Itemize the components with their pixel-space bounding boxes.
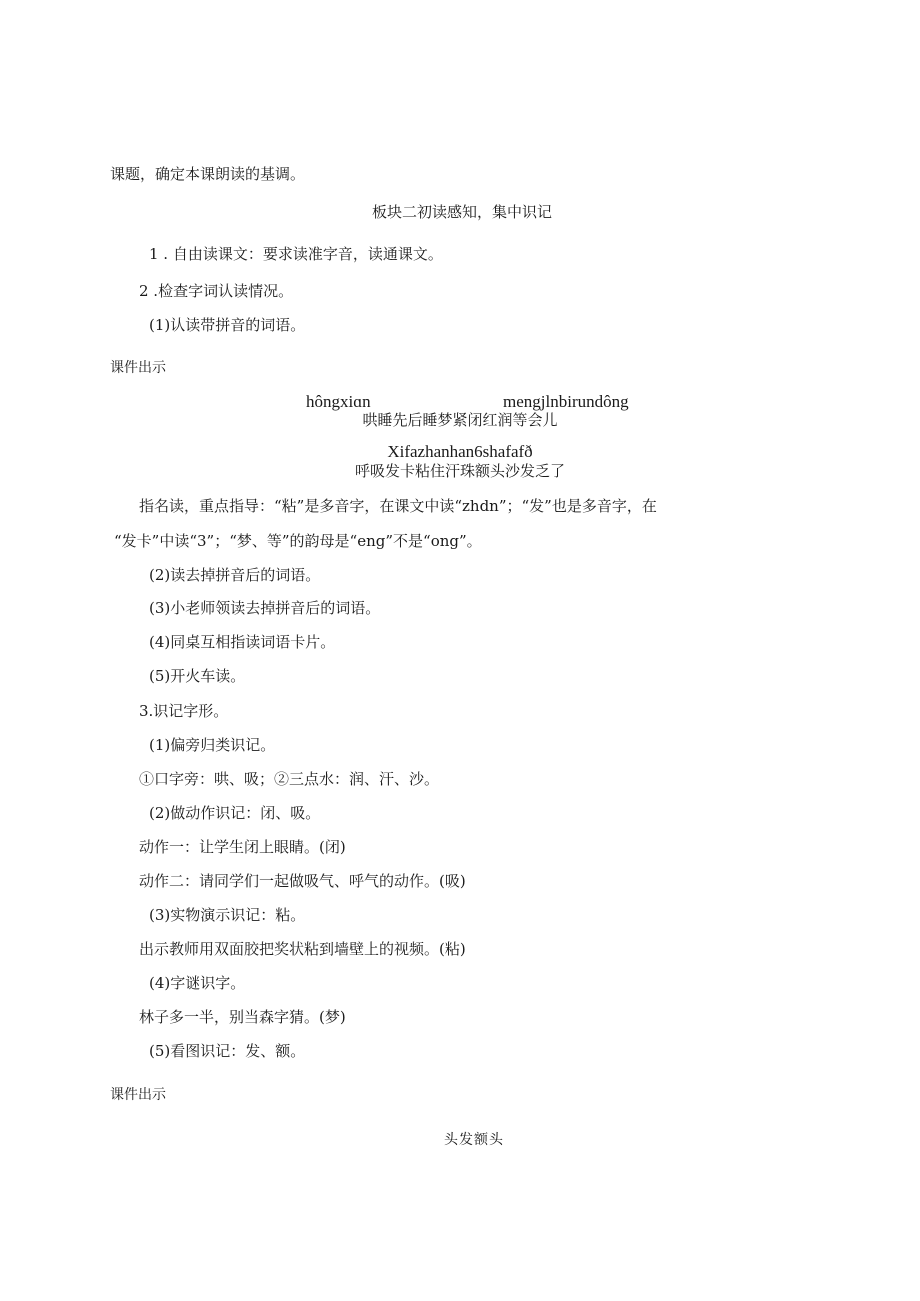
list-item: (3)小老师领读去掉拼音后的词语。 xyxy=(149,599,381,617)
section-heading: 板块二初读感知，集中识记 xyxy=(372,203,553,221)
list-item: (5)看图识记：发、额。 xyxy=(149,1042,306,1060)
courseware-label: 课件出示 xyxy=(110,360,166,376)
pinyin-line: Xifazhanhan6shafafð xyxy=(387,442,533,461)
list-item: 1 . 自由读课文：要求读准字音，读通课文。 xyxy=(149,245,443,263)
list-item: (5)开火车读。 xyxy=(149,667,246,685)
list-item: 3.识记字形。 xyxy=(139,702,229,720)
list-item: (1)偏旁归类识记。 xyxy=(149,736,276,754)
word-line: 头发额头 xyxy=(444,1132,504,1148)
word-line: 呼吸发卡粘住汗珠额头沙发乏了 xyxy=(354,462,565,480)
list-item: (1)认读带拼音的词语。 xyxy=(149,316,306,334)
list-item: 2 .检查字词认读情况。 xyxy=(139,282,294,300)
pinyin-line: mengjlnbirundông xyxy=(503,392,629,411)
paragraph: 动作二：请同学们一起做吸气、呼气的动作。(吸) xyxy=(139,872,466,890)
list-item: (3)实物演示识记：粘。 xyxy=(149,906,306,924)
paragraph: 林子多一半，别当森字猜。(梦) xyxy=(139,1008,346,1026)
paragraph: 课题，确定本课朗读的基调。 xyxy=(110,165,306,183)
courseware-label: 课件出示 xyxy=(110,1087,166,1103)
list-item: (4)字谜识字。 xyxy=(149,974,246,992)
paragraph: ①口字旁：哄、吸；②三点水：润、汗、沙。 xyxy=(139,770,440,788)
pinyin-line: hôngxiɑn xyxy=(306,392,371,411)
word-line: 哄睡先后睡梦紧闭红润等会儿 xyxy=(362,411,558,429)
paragraph: 指名读，重点指导：“粘”是多音字，在课文中读“zhdn”；“发”也是多音字，在 xyxy=(139,497,657,515)
paragraph: 出示教师用双面胶把奖状粘到墙壁上的视频。(粘) xyxy=(139,940,466,958)
list-item: (2)读去掉拼音后的词语。 xyxy=(149,566,321,584)
list-item: (4)同桌互相指读词语卡片。 xyxy=(149,633,336,651)
list-item: (2)做动作识记：闭、吸。 xyxy=(149,804,321,822)
paragraph: 动作一：让学生闭上眼睛。(闭) xyxy=(139,838,346,856)
paragraph: “发卡”中读“3”；“梦、等”的韵母是“eng”不是“ong”。 xyxy=(114,532,482,550)
